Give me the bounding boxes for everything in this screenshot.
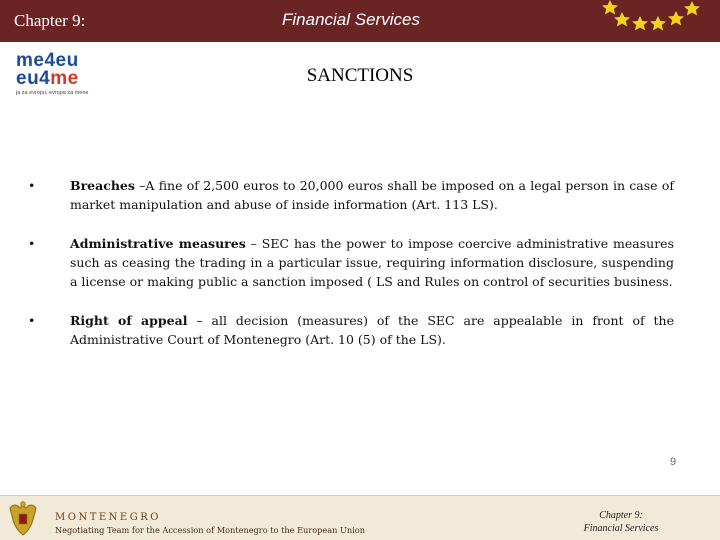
logo-tagline: ja za evropu, evropa za mene — [16, 90, 89, 96]
slide-title: SANCTIONS — [306, 65, 414, 86]
bullet-text: – SEC has the power to impose coercive administrative measures such as ceasing the trading in a particular issue, requiring information disclosure, suspending a license or making public a sanction imposed ( LS and Rules on control of securities business. — [70, 236, 674, 289]
bullet-dot: • — [28, 236, 36, 251]
footer-chapter-line-2: Financial Services — [583, 523, 659, 534]
chapter-label: Chapter 9: — [14, 11, 86, 30]
bullet-dot: • — [28, 313, 36, 328]
star-icon — [614, 12, 630, 27]
star-icon — [602, 0, 618, 15]
logo-line-2: eu4me — [16, 68, 79, 89]
bullet-text: –A fine of 2,500 euros to 20,000 euros shall be imposed on a legal person in case of market manipulation and abuse of inside information (Art. 113 LS). — [70, 178, 674, 212]
bullet-list — [28, 176, 674, 369]
logo-line-1: me4eu — [16, 50, 79, 71]
bullet-administrative-measures — [28, 234, 674, 291]
eu-stars-icon — [600, 0, 720, 34]
bullet-breaches — [28, 176, 674, 214]
footer-chapter-line-1: Chapter 9: — [599, 510, 643, 521]
bullet-term: Breaches — [70, 178, 135, 193]
star-icon — [668, 11, 684, 26]
page-number: 9 — [670, 456, 677, 468]
footer-country: MONTENEGRO — [55, 512, 161, 523]
bullet-right-of-appeal — [28, 311, 674, 349]
bullet-text: – all decision (measures) of the SEC are appealable in front of the Administrative Court of Montenegro (Art. 10 (5) of the LS). — [70, 313, 674, 347]
star-icon — [684, 1, 700, 16]
header-title: Financial Services — [282, 10, 420, 29]
footer-chapter — [578, 509, 664, 535]
bullet-term: Administrative measures — [70, 236, 246, 251]
coat-of-arms-icon — [6, 500, 40, 538]
bullet-term: Right of appeal — [70, 313, 188, 328]
footer-team: Negotiating Team for the Accession of Montenegro to the European Union — [55, 525, 366, 535]
star-icon — [632, 16, 648, 31]
footer-divider — [0, 495, 720, 496]
bullet-dot: • — [28, 178, 36, 193]
star-icon — [650, 16, 666, 31]
header-bar — [0, 0, 720, 42]
